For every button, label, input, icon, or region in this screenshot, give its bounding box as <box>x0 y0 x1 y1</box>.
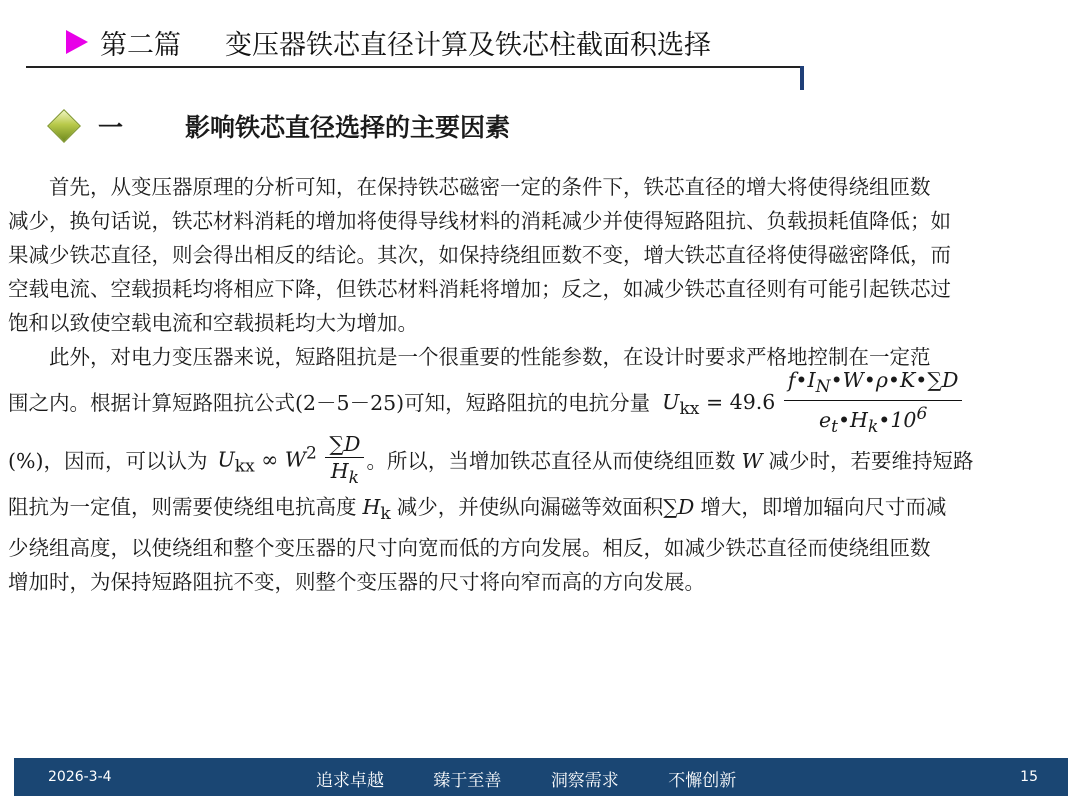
body-text <box>8 170 1076 599</box>
slogan: 臻于至善 <box>433 771 502 791</box>
slogan: 不懈创新 <box>668 771 737 791</box>
formula-line-1 <box>8 367 1076 437</box>
text-line: 阻抗为一定值，则需要使绕组电抗高度 $H_k$ 减少，并使纵向漏磁等效面积∑D 增大，即增加辐向尺寸而减 <box>8 495 947 525</box>
proportional-formula <box>217 431 366 491</box>
page-number: 15 <box>1020 769 1038 785</box>
formula-prop: ∞ W <box>261 447 306 472</box>
footer-date: 2026-3-4 <box>48 769 112 785</box>
text-segment: 。所以，当增加铁芯直径从而使绕组匝数 <box>366 449 736 473</box>
slogan: 洞察需求 <box>550 771 619 791</box>
slide-header <box>66 22 711 62</box>
text-line: 首先，从变压器原理的分析可知，在保持铁芯磁密一定的条件下，铁芯直径的增大将使得绕组匝数 <box>49 175 931 199</box>
formula-line-2 <box>8 432 1076 490</box>
text-line: 少绕组高度，以使绕组和整个变压器的尺寸向宽而低的方向发展。相反，如减少铁芯直径而使绕组匝数 <box>8 536 931 561</box>
formula-sup: 2 <box>305 443 317 464</box>
formula-sub: kx <box>234 456 255 477</box>
footer-slogans <box>316 766 780 791</box>
formula-var: U <box>662 389 680 414</box>
text-segment: 减少时，若要维持短路 <box>768 449 974 473</box>
slogan: 追求卓越 <box>316 771 384 791</box>
section-heading <box>46 108 510 144</box>
text-line: 空载电流、空载损耗均将相应下降，但铁芯材料消耗将增加；反之，如减少铁芯直径则有可能引起铁芯过 <box>8 277 951 301</box>
text-segment: (%)，因而，可以认为 <box>8 449 208 473</box>
paragraph-1 <box>8 170 1076 340</box>
slide-footer <box>14 758 1068 796</box>
section-title: 影响铁芯直径选择的主要因素 <box>185 113 511 142</box>
chapter-title: 变压器铁芯直径计算及铁芯柱截面积选择 <box>225 29 711 61</box>
formula-var: U <box>217 447 235 472</box>
formula-fraction <box>784 367 963 440</box>
reactance-formula <box>662 367 964 440</box>
formula-numerator: ∑D <box>325 431 364 458</box>
text-line: 减少，换句话说，铁芯材料消耗的增加将使得导线材料的消耗减少并使得短路阻抗、负载损耗值降低；如 <box>8 209 951 233</box>
formula-var: W <box>741 449 763 473</box>
text-line: 此外，对电力变压器来说，短路阻抗是一个很重要的性能参数，在设计时要求严格地控制在一定范 <box>49 345 931 369</box>
text-line: 果减少铁芯直径，则会得出相反的结论。其次，如保持绕组匝数不变，增大铁芯直径将使得磁密降低，而 <box>8 243 951 267</box>
formula-numerator: $f•I_N•W•\rho•K•\sum D$ <box>784 367 963 401</box>
section-number: 一 <box>98 113 124 142</box>
formula-eq: = 49.6 <box>705 389 776 414</box>
text-line: 增加时，为保持短路阻抗不变，则整个变压器的尺寸将向窄而高的方向发展。 <box>8 570 705 595</box>
formula-sub: kx <box>679 398 700 419</box>
formula-denominator: $H_k$ <box>330 458 360 489</box>
text-line: 饱和以致使空载电流和空载损耗均大为增加。 <box>8 311 418 335</box>
text-segment: 围之内。根据计算短路阻抗公式(2－5－25)可知，短路阻抗的电抗分量 <box>8 391 651 415</box>
formula-fraction <box>325 431 364 491</box>
header-divider <box>26 66 802 68</box>
chapter-label: 第二篇 <box>100 29 181 61</box>
diamond-bullet-icon <box>47 109 81 143</box>
paragraph-2 <box>8 340 1076 599</box>
formula-denominator: $e_t•H_k•10^6$ <box>818 403 928 437</box>
arrow-bullet-icon <box>66 30 88 54</box>
header-divider-end <box>800 66 804 90</box>
